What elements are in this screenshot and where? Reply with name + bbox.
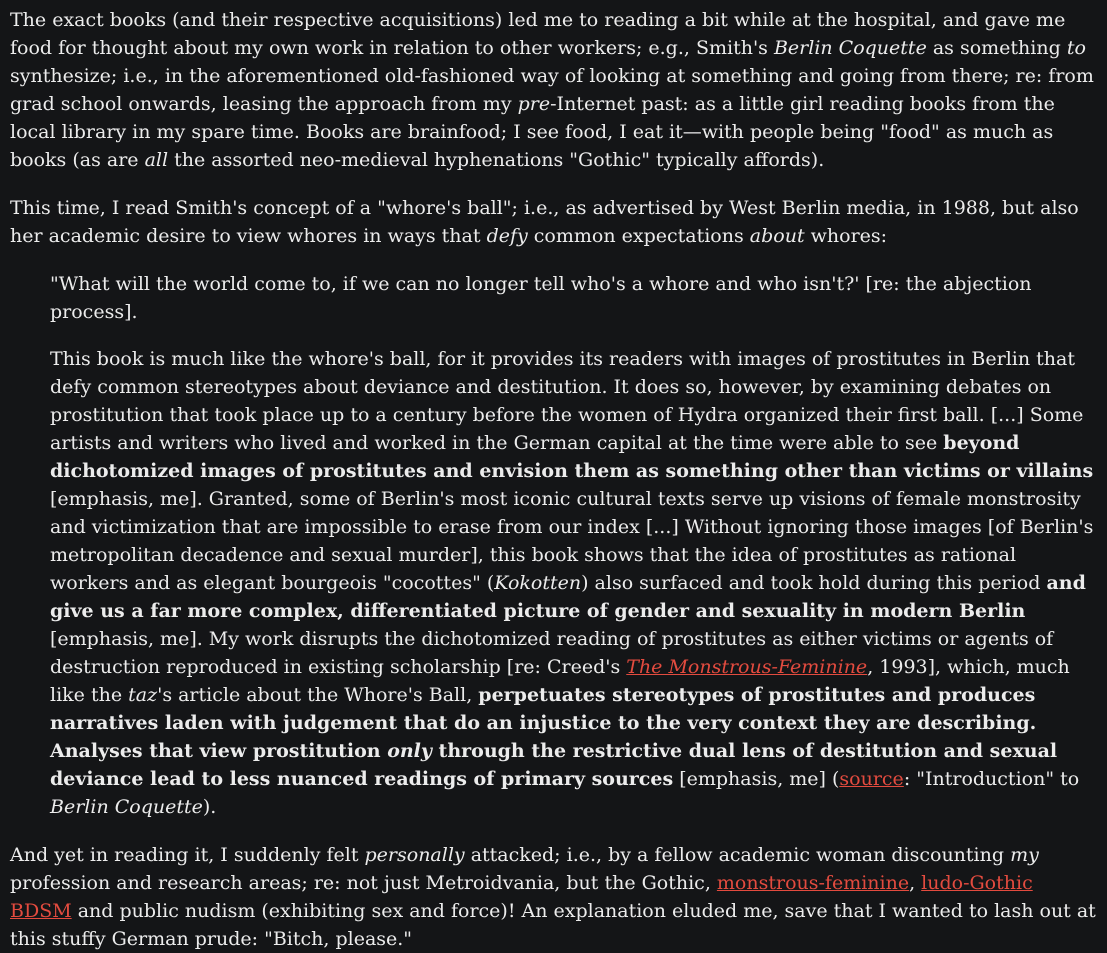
text-span: ). (202, 796, 217, 818)
link-monstrous-feminine[interactable]: monstrous-feminine (716, 872, 910, 894)
bold-emphasis: perpetuates stereotypes of prostitutes and produces narratives laden with judgement that do an injustice to the very context they are describing. Analyses that view prostitution (50, 684, 1037, 762)
link-source[interactable]: source (839, 768, 904, 790)
text-span: : "Introduction" to (903, 768, 1080, 790)
emphasis-italic: about (749, 225, 805, 247)
emphasis-italic: pre (517, 93, 551, 115)
text-span: This time, I read Smith's concept of a "whore's ball"; i.e., as advertised by West Berlin media, in 1988, but also her academic desire to view whores in ways that (10, 197, 1079, 247)
quote-paragraph (50, 345, 1097, 821)
text-span: [emphasis, me] ( (673, 768, 840, 790)
bold-emphasis: and give us a far more complex, differentiated picture of gender and sexuality in modern Berlin (50, 572, 1086, 622)
link-monstrous-feminine-book[interactable]: The Monstrous-Feminine (626, 656, 868, 678)
emphasis-italic: defy (486, 225, 528, 247)
text-span: profession and research areas; re: not just Metroidvania, but the Gothic, (10, 872, 717, 894)
emphasis-italic: Kokotten (494, 572, 582, 594)
emphasis-italic: personally (364, 844, 465, 866)
text-span: [emphasis, me]. Granted, some of Berlin's most iconic cultural texts serve up visions of female monstrosity and victimization that are impossible to erase from our index [...] Without ignoring those images [of Berlin's metropolitan decadence and sexual murder], this book shows that the idea of prostitutes as rational workers and as elegant bourgeois "cocottes" ( (50, 488, 1094, 594)
bold-emphasis: through the restrictive dual lens of destitution and sexual deviance lead to less nuanced readings of primary sources (50, 740, 1058, 790)
text-span: The exact books (and their respective acquisitions) led me to reading a bit while at the hospital, and gave me food for thought about my own work in relation to other workers; e.g., Smith's (10, 9, 1066, 59)
text-span: as something (926, 37, 1067, 59)
emphasis-italic: to (1066, 37, 1086, 59)
link-ludo-gothic-bdsm[interactable]: ludo-Gothic BDSM (10, 872, 1033, 922)
paragraph-reaction (10, 841, 1097, 953)
emphasis-italic: my (1010, 844, 1039, 866)
text-span: -Internet past: as a little girl reading books from the local library in my spare time. Books are brainfood; I see food, I eat it—with people being "food" as much as books (as are (10, 93, 1055, 171)
bold-emphasis: beyond dichotomized images of prostitutes and envision them as something other than victims or villains (50, 432, 1094, 482)
text-span: common expectations (527, 225, 750, 247)
blockquote (50, 270, 1097, 821)
emphasis-italic: taz (128, 684, 158, 706)
text-span: , 1993], which, much like the (50, 656, 1070, 706)
book-title-italic: Berlin Coquette (773, 37, 927, 59)
text-span: attacked; i.e., by a fellow academic woman discounting (464, 844, 1011, 866)
text-span: 's article about the Whore's Ball, (157, 684, 479, 706)
text-span: [emphasis, me]. My work disrupts the dichotomized reading of prostitutes as either victims or agents of destruction reproduced in existing scholarship [re: Creed's (50, 628, 1054, 678)
text-span: , (909, 872, 922, 894)
text-span: ) also surfaced and took hold during this period (581, 572, 1047, 594)
paragraph-whores-ball (10, 194, 1097, 250)
text-span: And yet in reading it, I suddenly felt (10, 844, 365, 866)
paragraph-intro (10, 6, 1097, 174)
bold-italic-emphasis: only (387, 740, 432, 762)
book-title-italic: Berlin Coquette (50, 796, 203, 818)
quote-line: "What will the world come to, if we can no longer tell who's a whore and who isn't?' [re: the abjection process]. (50, 273, 1032, 323)
text-span: the assorted neo-medieval hyphenations "Gothic" typically affords). (168, 149, 825, 171)
emphasis-italic: all (144, 149, 169, 171)
text-span: synthesize; i.e., in the aforementioned old-fashioned way of looking at something and going from there; re: from grad school onwards, leasing the approach from my (10, 65, 1094, 115)
text-span: whores: (804, 225, 888, 247)
text-span: This book is much like the whore's ball, for it provides its readers with images of prostitutes in Berlin that defy common stereotypes about deviance and destitution. It does so, however, by examining debates on prostitution that took place up to a century before the women of Hydra organized their first ball. [...] Some artists and writers who lived and worked in the German capital at the time were able to see (50, 348, 1084, 454)
text-span: and public nudism (exhibiting sex and force)! An explanation eluded me, save that I wanted to lash out at this stuffy German prude: "Bitch, please." (10, 900, 1096, 950)
